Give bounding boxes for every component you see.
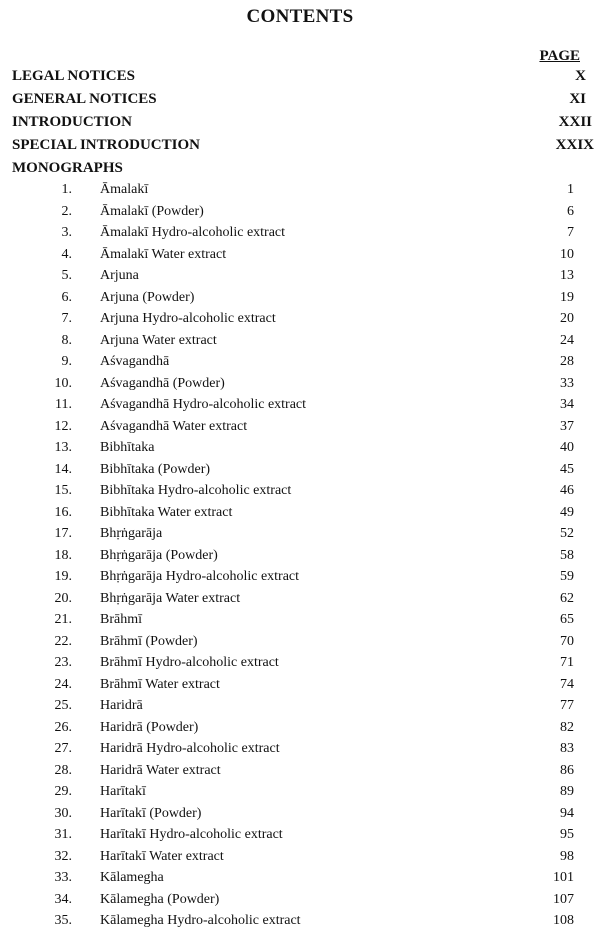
monograph-page: 19 <box>560 289 574 305</box>
monograph-name: Brāhmī <box>100 612 142 627</box>
monograph-row <box>0 397 600 419</box>
monograph-row <box>0 913 600 935</box>
monograph-name: Brāhmī (Powder) <box>100 633 198 649</box>
monograph-page: 98 <box>560 848 574 864</box>
monograph-number: 21. <box>54 612 72 627</box>
monograph-row <box>0 698 600 720</box>
monograph-number: 25. <box>54 698 72 713</box>
section-legal-notices <box>12 68 594 90</box>
monograph-page: 77 <box>560 698 574 713</box>
monograph-page: 13 <box>560 268 574 283</box>
monograph-page: 33 <box>560 375 574 391</box>
monograph-name: Bibhītaka <box>100 440 155 455</box>
monograph-name: Bhṛṅgarāja <box>100 526 163 541</box>
monograph-row <box>0 849 600 871</box>
monograph-number: 33. <box>54 870 72 885</box>
monograph-name: Bibhītaka Water extract <box>100 504 233 520</box>
monograph-number: 18. <box>54 547 72 563</box>
monograph-number: 7. <box>61 311 72 326</box>
monograph-page: 89 <box>560 784 574 799</box>
monograph-number: 10. <box>54 375 72 391</box>
monograph-name: Arjuna Water extract <box>100 332 217 348</box>
monograph-number: 31. <box>54 827 72 842</box>
monograph-number: 13. <box>54 440 72 455</box>
monograph-row <box>0 483 600 505</box>
monograph-row <box>0 784 600 806</box>
monograph-number: 14. <box>54 461 72 477</box>
section-title: MONOGRAPHS <box>12 160 123 176</box>
monograph-row <box>0 870 600 892</box>
monograph-name: Āmalakī Water extract <box>100 246 227 262</box>
monograph-page: 52 <box>560 526 574 541</box>
monograph-number: 30. <box>54 805 72 821</box>
monograph-name: Aśvagandhā <box>100 354 170 369</box>
monograph-name: Bhṛṅgarāja (Powder) <box>100 547 218 563</box>
monograph-number: 8. <box>61 332 72 348</box>
monograph-page: 74 <box>560 676 574 692</box>
monograph-row <box>0 333 600 355</box>
monograph-name: Aśvagandhā Hydro-alcoholic extract <box>100 397 307 412</box>
monograph-page: 49 <box>560 504 574 520</box>
monograph-row <box>0 677 600 699</box>
monograph-row <box>0 548 600 570</box>
monograph-page: 6 <box>567 203 574 219</box>
section-page: XXIX <box>555 137 594 153</box>
monograph-name: Aśvagandhā (Powder) <box>100 375 225 391</box>
monograph-row <box>0 827 600 849</box>
monograph-page: 34 <box>560 397 574 412</box>
monograph-name: Haridrā Hydro-alcoholic extract <box>100 741 280 756</box>
monograph-row <box>0 182 600 204</box>
monograph-name: Harītakī Hydro-alcoholic extract <box>100 827 283 842</box>
monograph-number: 2. <box>61 203 72 219</box>
section-introduction <box>12 114 594 136</box>
monograph-row <box>0 526 600 548</box>
monograph-row <box>0 376 600 398</box>
monograph-page: 58 <box>560 547 574 563</box>
monograph-number: 27. <box>54 741 72 756</box>
section-title: LEGAL NOTICES <box>12 68 135 84</box>
monograph-page: 46 <box>560 483 574 498</box>
monograph-page: 20 <box>560 311 574 326</box>
section-page: X <box>575 68 586 84</box>
page-column-header: PAGE <box>539 48 580 64</box>
monograph-number: 24. <box>54 676 72 692</box>
monograph-name: Āmalakī Hydro-alcoholic extract <box>100 225 286 240</box>
monograph-name: Āmalakī (Powder) <box>100 203 204 219</box>
monograph-page: 28 <box>560 354 574 369</box>
monograph-name: Āmalakī <box>100 182 149 197</box>
monograph-row <box>0 440 600 462</box>
monograph-number: 15. <box>54 483 72 498</box>
monograph-page: 83 <box>560 741 574 756</box>
section-page: XI <box>569 91 586 107</box>
monograph-name: Arjuna (Powder) <box>100 289 195 305</box>
monograph-page: 7 <box>567 225 574 240</box>
monograph-page: 10 <box>560 246 574 262</box>
monograph-number: 22. <box>54 633 72 649</box>
section-special-introduction <box>12 137 594 159</box>
monograph-list <box>0 182 600 935</box>
monograph-number: 29. <box>54 784 72 799</box>
monograph-row <box>0 505 600 527</box>
monograph-row <box>0 354 600 376</box>
monograph-number: 35. <box>54 913 72 928</box>
monograph-row <box>0 419 600 441</box>
monograph-row <box>0 204 600 226</box>
monograph-number: 11. <box>55 397 72 412</box>
monograph-page: 24 <box>560 332 574 348</box>
monograph-page: 70 <box>560 633 574 649</box>
section-page: XXII <box>558 114 592 130</box>
monograph-page: 59 <box>560 569 574 584</box>
monograph-page: 1 <box>567 182 574 197</box>
monograph-number: 32. <box>54 848 72 864</box>
monograph-row <box>0 763 600 785</box>
monograph-name: Brāhmī Water extract <box>100 676 220 692</box>
monograph-row <box>0 655 600 677</box>
monograph-name: Bhṛṅgarāja Water extract <box>100 590 241 606</box>
monograph-name: Arjuna <box>100 268 139 283</box>
monograph-name: Bibhītaka Hydro-alcoholic extract <box>100 483 292 498</box>
monograph-number: 26. <box>54 719 72 735</box>
monograph-row <box>0 225 600 247</box>
monograph-row <box>0 591 600 613</box>
monograph-page: 86 <box>560 762 574 778</box>
monograph-name: Haridrā <box>100 698 143 713</box>
monograph-number: 23. <box>54 655 72 670</box>
section-monographs <box>12 160 594 180</box>
monograph-page: 45 <box>560 461 574 477</box>
contents-title: CONTENTS <box>246 6 354 27</box>
monograph-number: 17. <box>54 526 72 541</box>
monograph-number: 4. <box>61 246 72 262</box>
monograph-name: Harītakī Water extract <box>100 848 224 864</box>
monograph-page: 94 <box>560 805 574 821</box>
monograph-page: 71 <box>560 655 574 670</box>
section-title: SPECIAL INTRODUCTION <box>12 137 200 153</box>
monograph-name: Aśvagandhā Water extract <box>100 418 248 434</box>
monograph-row <box>0 311 600 333</box>
monograph-name: Kālamegha Hydro-alcoholic extract <box>100 913 301 928</box>
monograph-number: 20. <box>54 590 72 606</box>
monograph-number: 16. <box>54 504 72 520</box>
monograph-row <box>0 741 600 763</box>
section-title: GENERAL NOTICES <box>12 91 157 107</box>
monograph-row <box>0 462 600 484</box>
monograph-row <box>0 720 600 742</box>
monograph-number: 28. <box>54 762 72 778</box>
monograph-row <box>0 290 600 312</box>
monograph-row <box>0 247 600 269</box>
monograph-number: 5. <box>61 268 72 283</box>
monograph-page: 62 <box>560 590 574 606</box>
monograph-row <box>0 634 600 656</box>
monograph-row <box>0 892 600 914</box>
monograph-name: Arjuna Hydro-alcoholic extract <box>100 311 276 326</box>
monograph-page: 82 <box>560 719 574 735</box>
monograph-page: 65 <box>560 612 574 627</box>
monograph-row <box>0 268 600 290</box>
monograph-number: 3. <box>61 225 72 240</box>
monograph-row <box>0 806 600 828</box>
monograph-page: 101 <box>553 870 574 885</box>
section-title: INTRODUCTION <box>12 114 133 130</box>
monograph-page: 107 <box>553 891 574 907</box>
monograph-page: 95 <box>560 827 574 842</box>
monograph-number: 6. <box>61 289 72 305</box>
monograph-name: Bhṛṅgarāja Hydro-alcoholic extract <box>100 569 300 584</box>
monograph-name: Bibhītaka (Powder) <box>100 461 211 477</box>
section-general-notices <box>12 91 594 113</box>
monograph-number: 19. <box>54 569 72 584</box>
monograph-name: Kālamegha (Powder) <box>100 891 220 907</box>
monograph-number: 9. <box>61 354 72 369</box>
monograph-number: 1. <box>61 182 72 197</box>
monograph-page: 37 <box>560 418 574 434</box>
monograph-name: Harītakī <box>100 784 146 799</box>
monograph-row <box>0 612 600 634</box>
monograph-name: Haridrā Water extract <box>100 762 221 778</box>
monograph-page: 40 <box>560 440 574 455</box>
monograph-name: Haridrā (Powder) <box>100 719 199 735</box>
monograph-number: 12. <box>54 418 72 434</box>
monograph-name: Kālamegha <box>100 870 164 885</box>
monograph-page: 108 <box>553 913 574 928</box>
monograph-row <box>0 569 600 591</box>
monograph-number: 34. <box>54 891 72 907</box>
monograph-name: Brāhmī Hydro-alcoholic extract <box>100 655 279 670</box>
monograph-name: Harītakī (Powder) <box>100 805 202 821</box>
